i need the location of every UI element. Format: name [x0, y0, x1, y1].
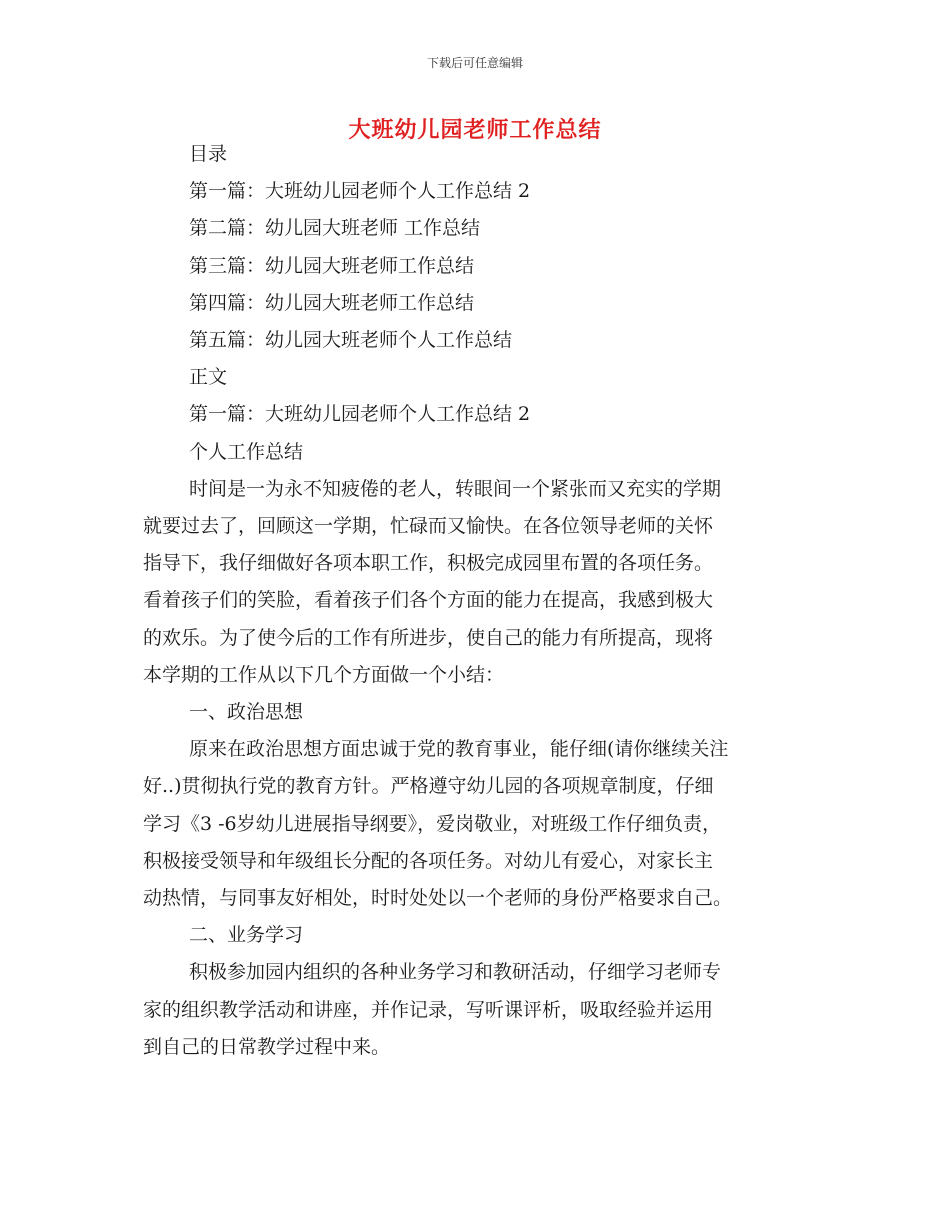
- toc-item: 第二篇：幼儿园大班老师 工作总结: [189, 217, 481, 240]
- section-heading: 二、业务学习: [189, 924, 304, 947]
- paragraph-line: 看着孩子们的笑脸，看着孩子们各个方面的能力在提高，我感到极大: [143, 589, 714, 612]
- section-heading: 一、政治思想: [189, 701, 304, 724]
- paragraph-line: 本学期的工作从以下几个方面做一个小结：: [143, 663, 505, 686]
- paragraph-line: 就要过去了，回顾这一学期，忙碌而又愉快。在各位领导老师的关怀: [143, 515, 714, 538]
- toc-item: 第五篇：幼儿园大班老师个人工作总结: [189, 329, 513, 352]
- header-note: 下载后可任意编辑: [426, 56, 523, 70]
- paragraph-line: 指导下，我仔细做好各项本职工作，积极完成园里布置的各项任务。: [143, 552, 714, 575]
- paragraph-line: 积极接受领导和年级组长分配的各项任务。对幼儿有爱心，对家长主: [143, 849, 714, 872]
- paragraph-line: 原来在政治思想方面忠诚于党的教育事业，能仔细(请你继续关注: [189, 738, 729, 761]
- paragraph-line: 动热情，与同事友好相处，时时处处以一个老师的身份严格要求自己。: [143, 887, 733, 910]
- paragraph-line: 到自己的日常教学过程中来。: [143, 1035, 391, 1058]
- document-title: 大班幼儿园老师工作总结: [348, 118, 602, 143]
- document-body: [143, 136, 811, 1066]
- toc-heading: 目录: [189, 143, 228, 165]
- toc-item: 第三篇：幼儿园大班老师工作总结: [189, 254, 475, 277]
- paragraph-line: 的欢乐。为了使今后的工作有所进步，使自己的能力有所提高，现将: [143, 626, 714, 649]
- body-heading: 正文: [189, 366, 228, 389]
- paragraph-line: 家的组织教学活动和讲座，并作记录，写听课评析，吸取经验并运用: [143, 998, 714, 1021]
- toc-item: 第四篇：幼儿园大班老师工作总结: [189, 291, 475, 314]
- paragraph-line: 好..)贯彻执行党的教育方针。严格遵守幼儿园的各项规章制度，仔细: [143, 775, 714, 798]
- toc-item: 第一篇：大班幼儿园老师个人工作总结 2: [189, 180, 531, 203]
- chapter-title: 第一篇：大班幼儿园老师个人工作总结 2: [189, 403, 531, 426]
- paragraph-line: 学习《3 -6岁幼儿进展指导纲要》，爱岗敬业，对班级工作仔细负责，: [143, 812, 722, 835]
- chapter-subtitle: 个人工作总结: [189, 440, 304, 463]
- paragraph-line: 时间是一为永不知疲倦的老人，转眼间一个紧张而又充实的学期: [189, 477, 722, 500]
- paragraph-line: 积极参加园内组织的各种业务学习和教研活动，仔细学习老师专: [189, 961, 722, 984]
